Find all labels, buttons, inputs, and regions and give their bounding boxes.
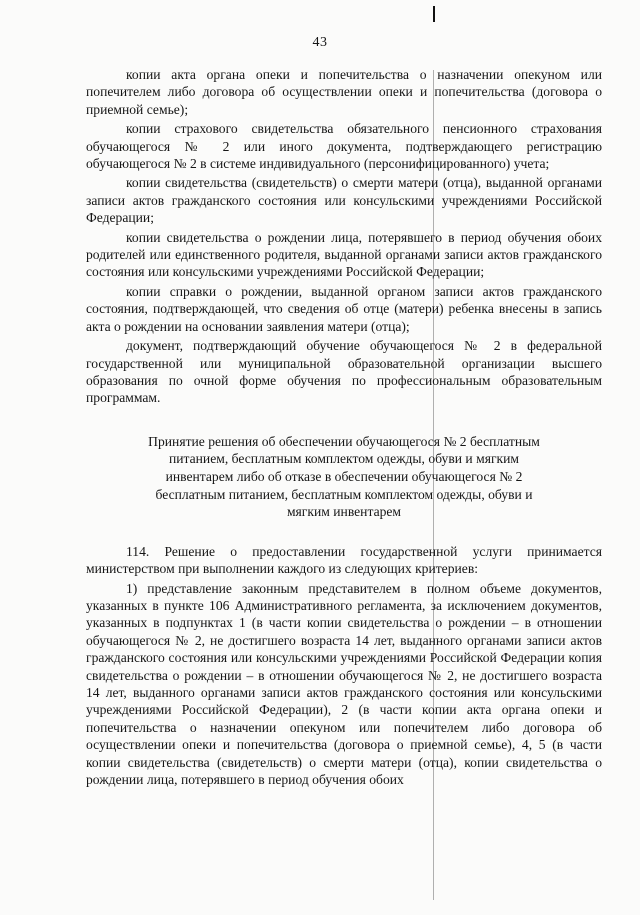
document-body [86,66,602,790]
paragraph: копии акта органа опеки и попечительства о назначении опекуном или попечителем либо договора об осуществлении опеки и попечительства (договора о приемной семье); [86,67,602,117]
page-number: 43 [312,35,328,50]
paragraph: документ, подтверждающий обучение обучающегося № 2 в федеральной государственной или муниципальной образовательной организации высшего образования по очной форме обучения по профессиональным образовательным программам. [86,338,602,406]
section-heading: Принятие решения об обеспечении обучающегося № 2 бесплатным питанием, бесплатным комплектом одежды, обуви и мягким инвентарем либо об отказе в обеспечении обучающегося № 2 бесплатным питанием, бесплатным комплектом одежды, обуви и мягким инвентарем [148,433,540,520]
paragraph: копии справки о рождении, выданной органом записи актов гражданского состояния, подтверждающей, что сведения об отце (матери) ребенка внесены в запись акта о рождении на основании заявления матери (отца); [86,283,602,334]
paragraph: 114. Решение о предоставлении государственной услуги принимается министерством при выполнении каждого из следующих критериев: [86,543,602,577]
paragraph: 1) представление законным представителем в полном объеме документов, указанных в пункте 106 Административного регламента, за исключением документов, указанных в подпунктах 1 (в части копии свидетельства о рождении – в отношении обучающегося № 2, не достигшего возраста 14 лет, выданного органами записи актов гражданского состояния или консульскими учреждениями Российской Федерации копия свидетельства о рождении – в отношении обучающегося № 2, не достигшего возраста 14 лет, выданного органами записи актов гражданского состояния или консульскими учреждениями Российской Федерации), 2 (в части копии акта органа опеки и попечительства о назначении опекуном или попечителем либо договора об осуществлении опеки и попечительства (договора о приемной семье), 4, 5 (в части копии свидетельства (свидетельств) о смерти матери (отца), копии свидетельства о рождении лица, потерявшего в период обучения обоих [86,580,602,787]
paragraph: копии страхового свидетельства обязательного пенсионного страхования обучающегося № 2 или иного документа, подтверждающего регистрацию обучающегося № 2 в системе индивидуального (персонифицированного) учета; [86,121,602,172]
paragraph: копии свидетельства (свидетельств) о смерти матери (отца), выданной органами записи актов гражданского состояния или консульскими учреждениями Российской Федерации; [86,175,602,226]
paragraph: копии свидетельства о рождении лица, потерявшего в период обучения обоих родителей или единственного родителя, выданной органами записи актов гражданского состояния или консульскими учреждениями Российской Федерации; [86,229,602,280]
scan-mark [433,6,435,22]
